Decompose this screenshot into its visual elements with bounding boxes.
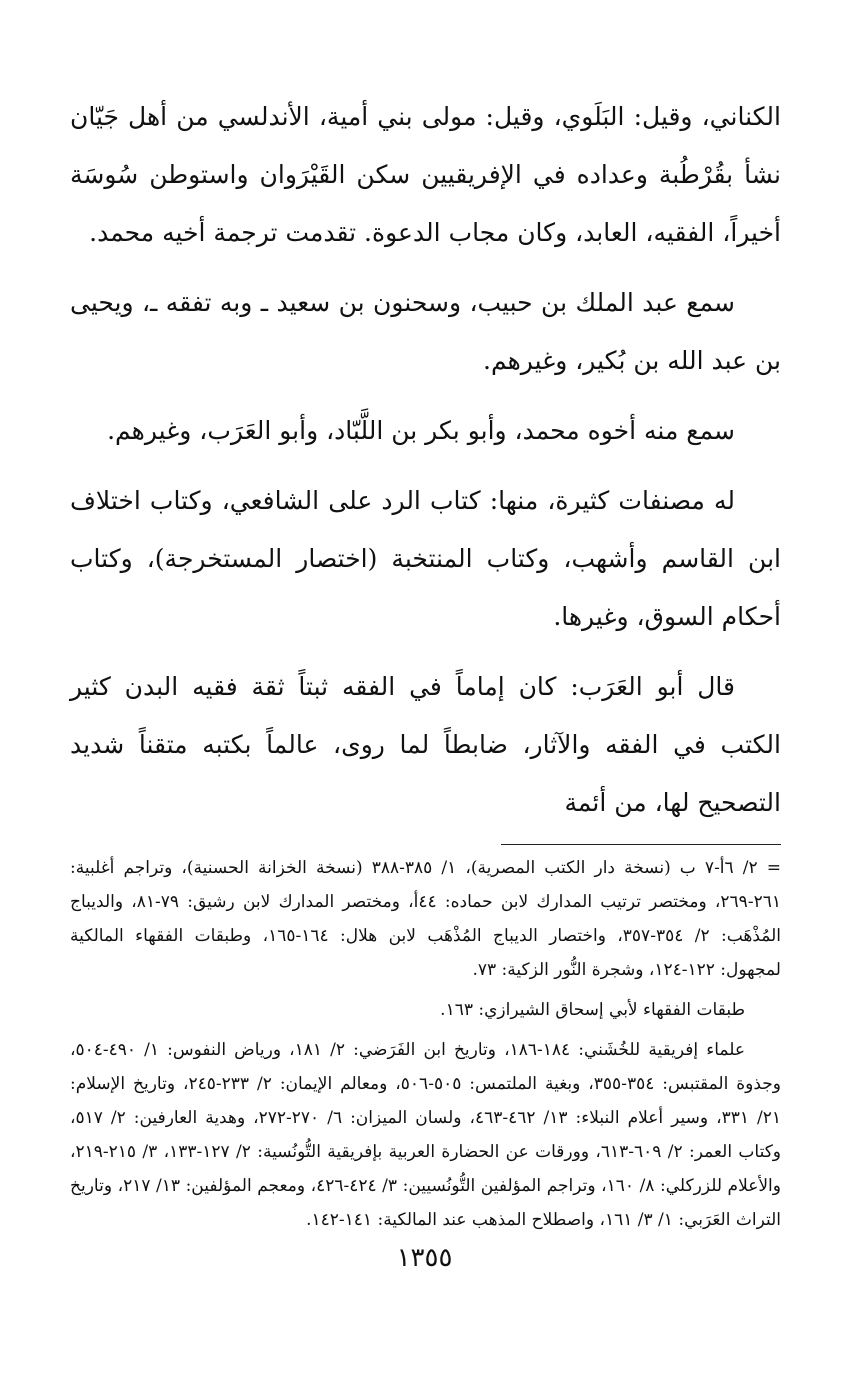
footnote-sources-continued: = ٢/ ٦أ-٧ ب (نسخة دار الكتب المصرية)، ١/ ٣٨٥-٣٨٨ (نسخة الخزانة الحسنية)، وتراجم أغلبية: ٢٦١-٢٦٩، ومختصر ترتيب المدارك لابن حماده: ٤٤أ، ومختصر المدارك لابن رشيق: ٧٩-٨١، والديباج المُذْهَب: ٢/ ٣٥٤-٣٥٧، واختصار الديباج المُذْهَب لابن هلال: ١٦٤-١٦٥، وطبقات الفقهاء المالكية لمجهول: ١٢٢-١٢٤، وشجرة النُّور الزكية: ٧٣. [70,858,782,980]
footnote-sources: علماء إفريقية للخُشَني: ١٨٤-١٨٦، وتاريخ ابن الفَرَضي: ٢/ ١٨١، ورياض النفوس: ١/ ٤٩٠-٥٠٤، وجذوة المقتبس: ٣٥٤-٣٥٥، وبغية الملتمس: ٥٠٥-٥٠٦، ومعالم الإيمان: ٢/ ٢٣٣-٢٤٥، وتاريخ الإسلام: ٢١/ ٣٣١، وسير أعلام النبلاء: ١٣/ ٤٦٢-٤٦٣، ولسان الميزان: ٦/ ٢٧٠-٢٧٢، وهدية العارفين: ٢/ ٥١٧، وكتاب العمر: ٢/ ٦٠٩-٦١٣، وورقات عن الحضارة العربية بإفريقية التُّونُسية: ٢/ ١٢٧-١٣٣، ٣/ ٢١٥-٢١٩، والأعلام للزركلي: ٨/ ١٦٠، وتراجم المؤلفين التُّونُسيين: ٣/ ٤٢٤-٤٢٦، ومعجم المؤلفين: ١٣/ ٢١٧، وتاريخ التراث العَرَبي: ١/ ٣/ ١٦١، واصطلاح المذهب عند المالكية: ١٤١-١٤٢. [70,1040,782,1230]
footnotes [70,851,781,1237]
paragraph-quote: قال أبو العَرَب: كان إماماً في الفقه ثبتاً ثقة فقيه البدن كثير الكتب في الفقه والآثار، ضابطاً لما روى، عالماً بكتبه متقناً شديد التصحيح لها، من أئمة [70,672,781,817]
paragraph-biography: الكناني، وقيل: البَلَوي، وقيل: مولى بني أمية، الأندلسي من أهل جَيّان نشأ بقُرْطُبة وعداده في الإفريقيين سكن القَيْرَوان واستوطن سُوسَة أخيراً، الفقيه، العابد، وكان مجاب الدعوة. تقدمت ترجمة أخيه محمد. [70,102,781,247]
page-number: ١٣٥٥ [396,1243,453,1273]
main-text [70,88,781,832]
paragraph-teachers: سمع عبد الملك بن حبيب، وسحنون بن سعيد ـ وبه تفقه ـ، ويحيى بن عبد الله بن بُكير، وغيرهم. [70,288,781,375]
paragraph-students: سمع منه أخوه محمد، وأبو بكر بن اللَّبّاد، وأبو العَرَب، وغيرهم. [107,416,735,445]
footnote-separator [501,844,781,845]
footnote-shirazi: طبقات الفقهاء لأبي إسحاق الشيرازي: ١٦٣. [440,1000,745,1020]
paragraph-works: له مصنفات كثيرة، منها: كتاب الرد على الشافعي، وكتاب اختلاف ابن القاسم وأشهب، وكتاب المنتخبة (اختصار المستخرجة)، وكتاب أحكام السوق، وغيرها. [70,486,781,631]
